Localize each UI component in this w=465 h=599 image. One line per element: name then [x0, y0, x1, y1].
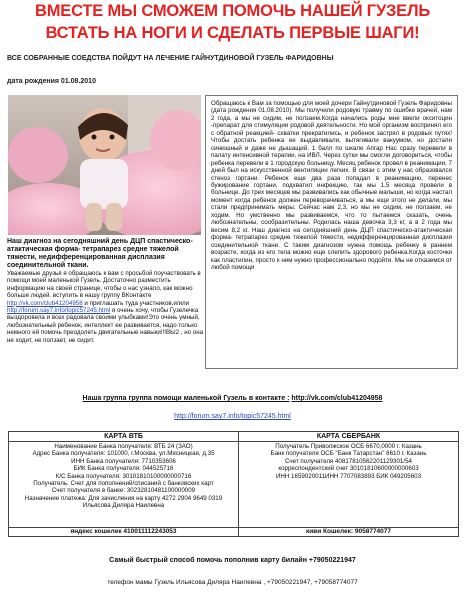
vk-group-link[interactable]: http://vk.com/club41204958 — [7, 299, 83, 307]
appeal-paragraph: Уважаемые друзья я обращаюсь к вам с просьбой поучаствовать в помощи моей маленькой Гузель. Достаточно разместить информацию на своей странице, чтобы о нас узнало, как можно больше людей. вступить в нашу группу ВКонтакте — [7, 270, 201, 300]
vtb-line: Адрес Банка получателя: 101000, г.Москва, ул.Мясницкая, д.35 — [32, 450, 215, 458]
vk-group-label: Наша группа группа помощи маленькой Гузель в контакте : — [82, 395, 290, 402]
mother-phones-line: телефон мамы Гузель Ильясова Диляра Наилевна , +79050221947, +79058774077 — [107, 579, 358, 586]
yandex-wallet: яндекс кошелек 410011112243053 — [9, 527, 238, 536]
sberbank-card-details — [239, 432, 458, 536]
child-photo-image — [8, 95, 201, 235]
date-of-birth: дата рождения 01.08.2010 — [7, 78, 96, 85]
qiwi-wallet: киви Кошелек: 9058774077 — [239, 527, 458, 536]
page-title — [0, 0, 465, 44]
vtb-header: КАРТА ВТБ — [9, 432, 238, 442]
hope-paragraph: я очень хочу, чтобы Гузелечка выздоровела и всех радовала своими улыбками!Это очень умный, любознательный ребенок, интеллект ее развивается, надо только немного ей помочь преодолеть двигательные навыки!!!ВЫ2 , но она не ходит, не ползает, не сидит. — [7, 307, 204, 344]
vk-group-line — [0, 395, 465, 402]
diagnosis-text: Наш диагноз на сегодняшний день ДЦП спастическо-атактическая форма- тетрапарез средне тяжелой тяжести, недифференцированная дисплазия соединительной ткани. — [7, 238, 193, 269]
page-title-line-2: ВСТАТЬ НА НОГИ И СДЕЛАТЬ ПЕРВЫЕ ШАГИ! — [45, 24, 420, 42]
sberbank-line: Банк получателя ОСБ "Банк Татарстан" 8610 г. Казань — [270, 450, 427, 458]
forum-url-line — [0, 413, 465, 420]
forum-link[interactable]: http://forum.say7.info/topic57245.html — [7, 307, 111, 315]
beeline-topup-line: Самый быстрый способ помочь пополнив карту билайн +79050221947 — [109, 557, 356, 564]
sberbank-header: КАРТА СБЕРБАНК — [239, 432, 458, 442]
vtb-line: К/С Банка получателя: 30101810100000000716 — [55, 472, 192, 480]
vk-group-url[interactable]: http://vk.com/club41204958 — [291, 395, 383, 402]
sberbank-line: корреспондентский счет 30101810600000000603 — [278, 465, 419, 473]
invite-text: и приглашать туда участников,и/или — [84, 299, 190, 307]
vtb-line: Назначение платежа: Для зачисления на карту 4272 2904 9649 0319 — [24, 494, 223, 502]
bank-details-table — [8, 431, 459, 537]
vtb-line: Получатель: Счет для пополнений/списаний с банковских карт — [33, 480, 214, 488]
vtb-line: Счет получателя в банке: 30232810481100000009 — [51, 487, 196, 495]
sberbank-line: ИНН 1659020011ИНН 7707083893 БИК 049205603 — [275, 472, 422, 480]
sberbank-body — [239, 442, 458, 481]
vtb-line: ИНН Банка получателя: 7710353606 — [71, 457, 176, 465]
sberbank-line: Получатель Приволжское ОСБ 6670,0000 г. Казань — [275, 443, 422, 450]
forum-url[interactable]: http://forum.say7.info/topic57245.html — [174, 413, 291, 420]
vtb-line: БИК Банка получателя: 044525716 — [73, 465, 174, 473]
child-photo — [8, 95, 201, 235]
appeal-text — [7, 238, 204, 344]
page-title-line-1: ВМЕСТЕ МЫ СМОЖЕМ ПОМОЧЬ НАШЕЙ ГУЗЕЛЬ — [35, 2, 430, 20]
story-box — [205, 95, 458, 369]
funds-purpose-subtitle: ВСЕ СОБРАННЫЕ СОЕДСТВА ПОЙДУТ НА ЛЕЧЕНИЕ ГАЙНУТДИНОВОЙ ГУЗЕЛЬ ФАРИДОВНЫ — [7, 55, 334, 62]
vtb-line: Ильясова Диляра Наилевна — [82, 502, 165, 510]
sberbank-line: Счет получателя 40817810562201129301/54 — [285, 457, 412, 465]
story-text: Обращаюсь к Вам за помощью для моей дочери Гайнутдиновой Гузель Фаридовны (дата рождения 01.08.2010). Мы получили родовую травму по ошибке врачей, нам 2 года, а мы не сидим, не ползаем.Когда начались роды мне ввели окситоцин -препарат для стимуляции родовой деятельности. Но мой организм воспринял его с обратной реакцией- схватки прекратились, и ребенок застрял в родовых путях! Чтобы достать ребенка ее выдавливали, вытягивали вакуумом, но достали синюшный и даже не дышащий. 1 балл по шкале Апгар Нас сразу перевели в палату интенсивной терапии, на ИВЛ. Через сутки мы смогли договориться, чтобы ребенка перевели в 1 городскую больницу. Месяц ребенок провел в реанимации, 7 дней был на искусственной вентиляции легких. В связи с этим у нас образовался стеноз гортани. Ребенок еще два раза попадал в реанимацию, перенес бужирование гортани, подхватил инфекцию, так мы 1,5 месяца провели в больнице. До трех месяцев мы развивались как обычные малыши, но когда настал момент когда ребенок должен переворачиваться, а мы еще этого не делали, мы стали предпринимать меры. Сейчас нам 2,3, но мы не сидим, не ползаем, не ходим. Но умственно мы развиваемся, что то пытаемся сказать, очень любознательны, сообразительны. Родилась наша девочка 3,3 кг, а в 2 года мы весим 8,2 кг. Наш диагноз на сегодняшний день ДЦП спастическо-атактическая форма- тетрапарез средне тяжелой тяжести, недифференцированная дисплазия соединительной ткани. С таким диагнозом нужна помощь ребенку в раннем возрасте, когда из его тела можно еще слепить здорового ребенка.Когда косточки как пластилин, просто к ним нужно профессионально подойти. Мы не отказемся от любой помощи — [211, 100, 453, 271]
vtb-body — [9, 442, 238, 511]
vtb-card-details — [9, 432, 239, 536]
vtb-line: Наименование Банка получателя: ВТБ 24 (ЗАО) — [54, 443, 193, 450]
